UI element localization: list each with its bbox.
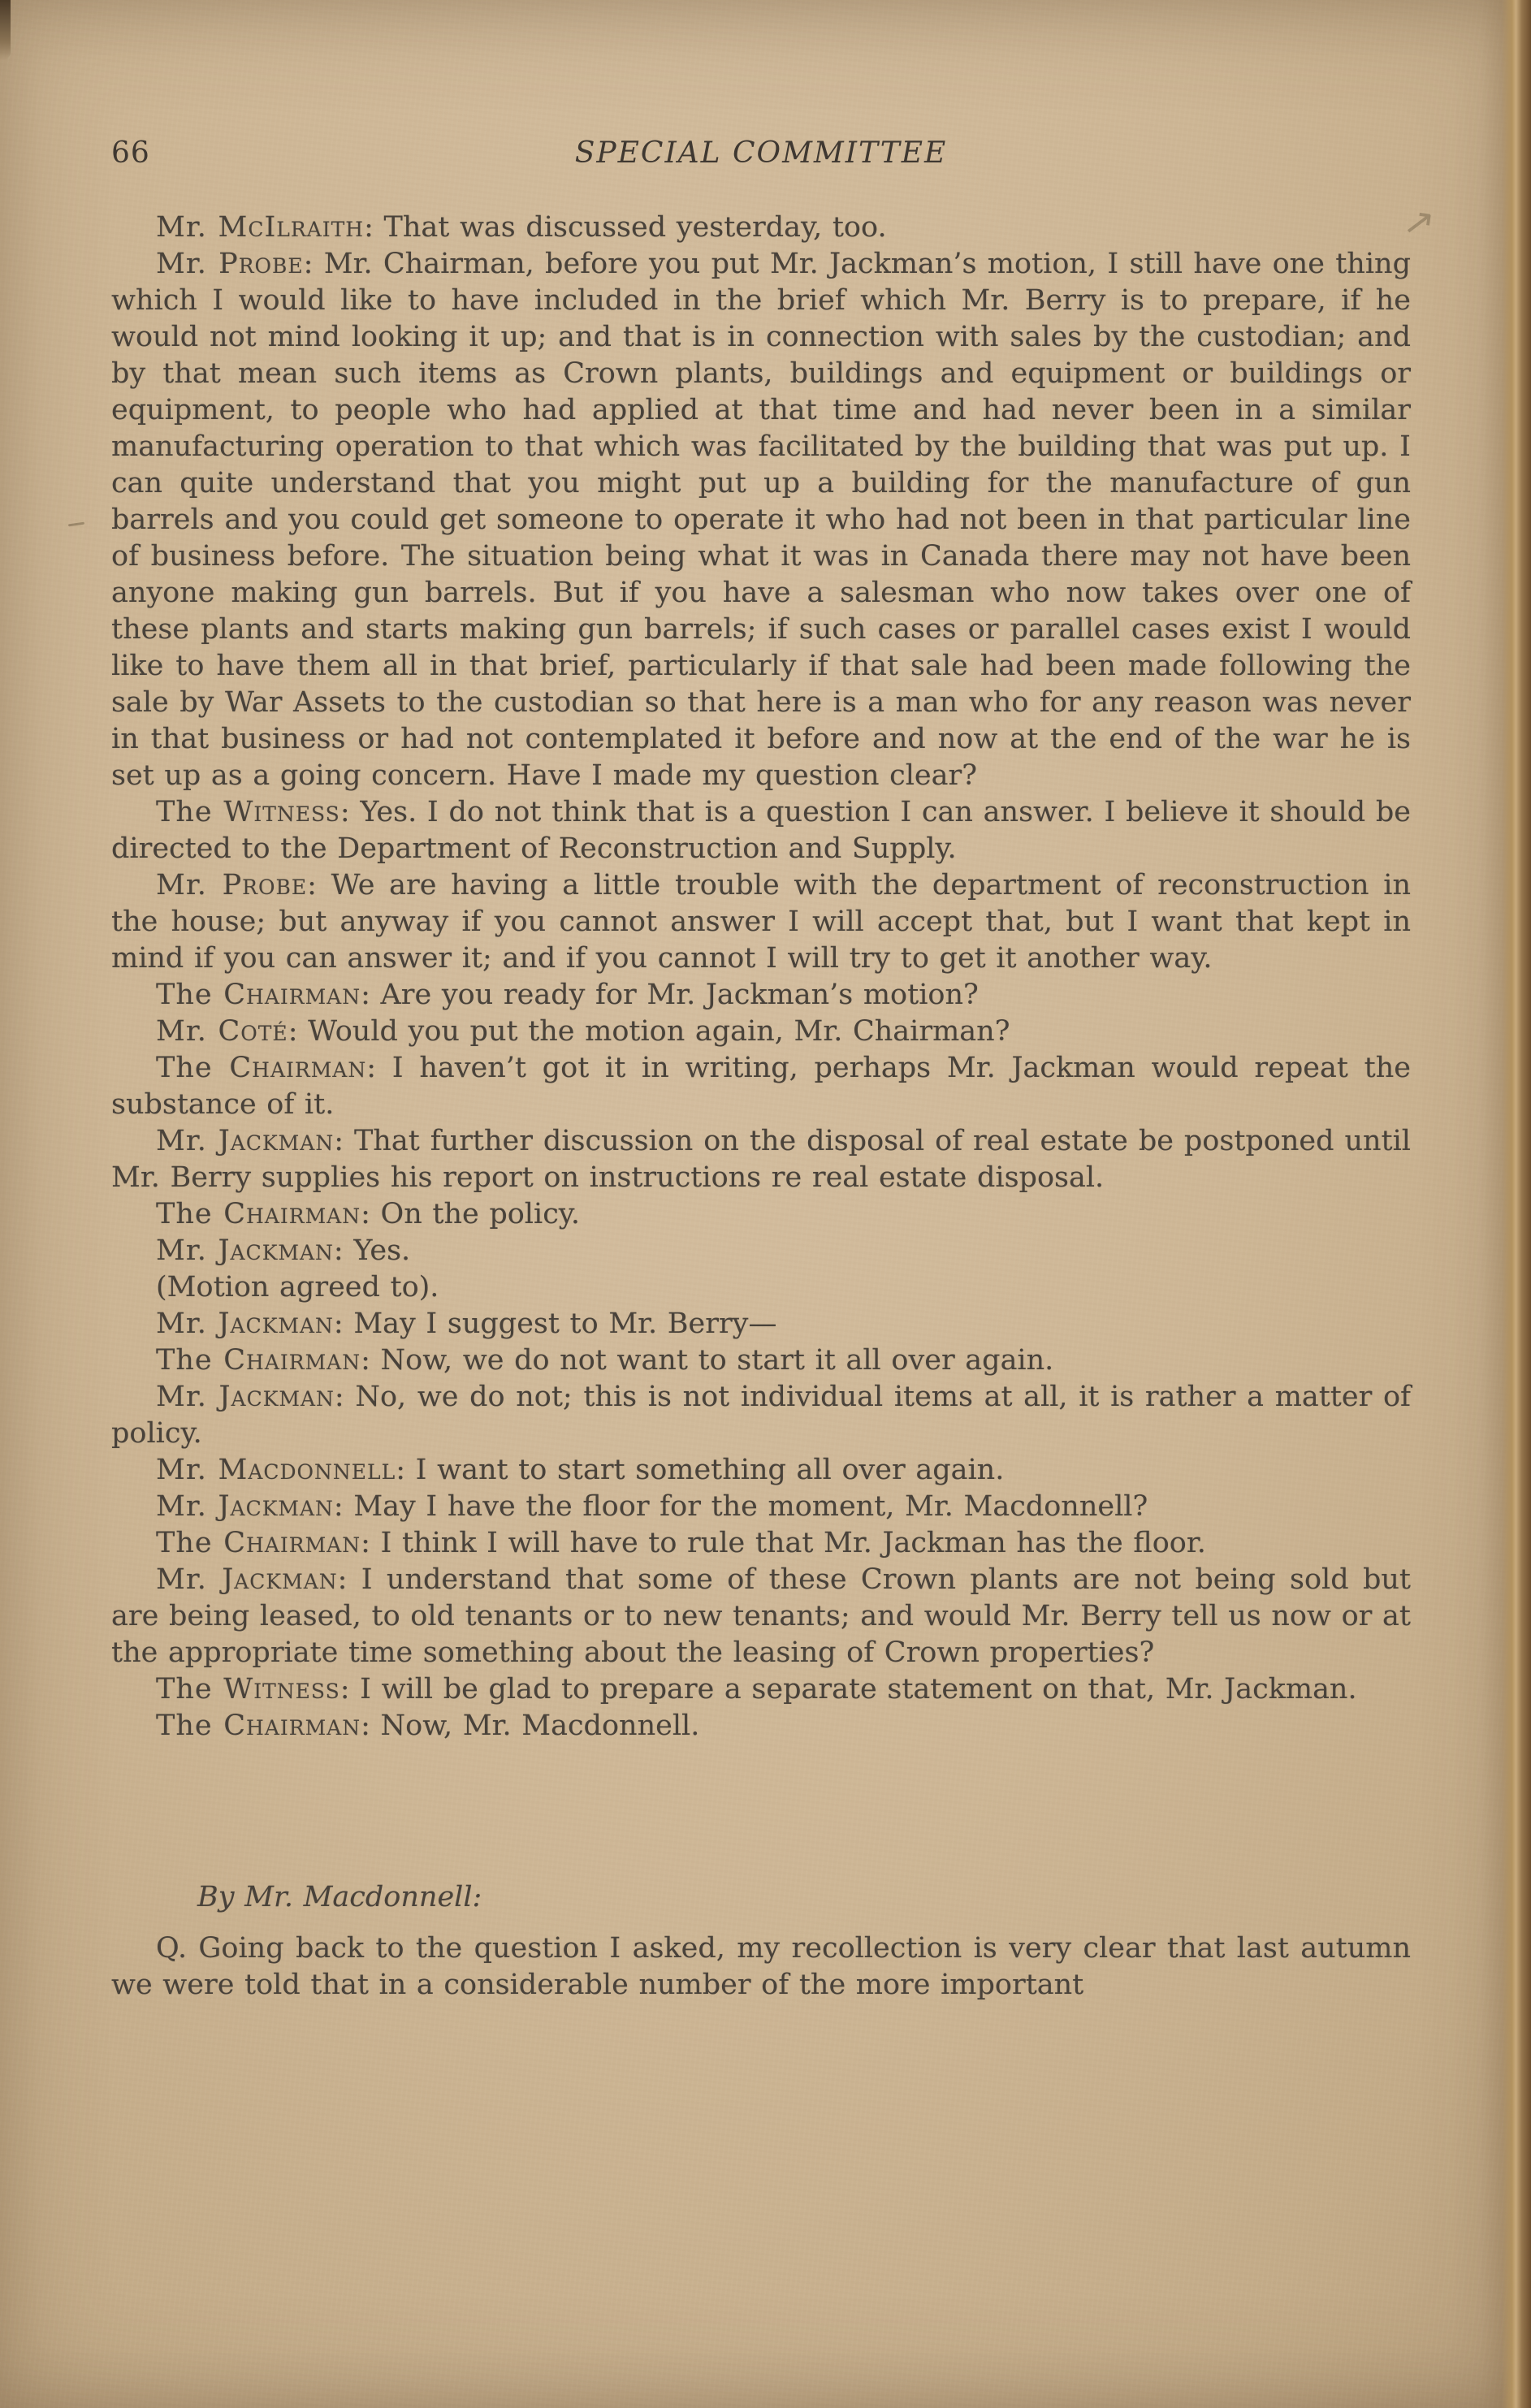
- transcript-paragraph: Mr. McIlraith: That was discussed yesterday, too.: [156, 211, 887, 244]
- speaker-name: Mr. Jackman: [156, 1381, 335, 1413]
- corner-shadow: [0, 0, 11, 60]
- transcript-paragraph: The Witness: I will be glad to prepare a separate statement on that, Mr. Jackman.: [156, 1673, 1357, 1705]
- transcript-paragraph: Mr. Jackman: Yes.: [156, 1234, 411, 1267]
- transcript-paragraph: Mr. Jackman: That further discussion on the disposal of real estate be postponed until Mr. Berry supplies his report on instructions re real estate disposal.: [111, 1125, 1411, 1194]
- transcript-paragraph: Q. Going back to the question I asked, my recollection is very clear that last autumn we were told that in a considerable number of the more important: [111, 1932, 1411, 2001]
- transcript-paragraph: Mr. Probe: We are having a little trouble with the department of reconstruction in the house; but anyway if you cannot answer I will accept that, but I want that kept in mind if you can answer it; and if you cannot I will try to get it another way.: [111, 869, 1411, 975]
- speaker-name: The Chairman: [156, 1527, 361, 1559]
- transcript-paragraph: Mr. Probe: Mr. Chairman, before you put Mr. Jackman’s motion, I still have one thing which I would like to have included in the brief which Mr. Berry is to prepare, if he would not mind looking it up; and that is in connection with sales by the custodian; and by that mean such items as Crown plants, buildings and equipment or buildings or equipment, to people who had applied at that time and had never been in a similar manufacturing operation to that which was facilitated by the building that was put up. I can quite understand that you might put up a building for the manufacture of gun barrels and you could get someone to operate it who had not been in that particular line of business before. The situation being what it was in Canada there may not have been anyone making gun barrels. But if you have a salesman who now takes over one of these plants and starts making gun barrels; if such cases or parallel cases exist I would like to have them all in that brief, particularly if that sale had been made following the sale by War Assets to the custodian so that here is a man who for any reason was never in that business or had not contemplated it before and now at the end of the war he is set up as a going concern. Have I made my question clear?: [111, 248, 1411, 792]
- section-byline: By Mr. Macdonnell:: [197, 1881, 482, 1913]
- speaker-name: The Chairman: [156, 1198, 361, 1230]
- transcript-paragraph: The Chairman: On the policy.: [156, 1198, 581, 1230]
- speaker-name: Mr. Coté: [156, 1015, 288, 1048]
- transcript-paragraph: (Motion agreed to).: [156, 1271, 439, 1303]
- transcript-paragraph: Mr. Macdonnell: I want to start something all over again.: [156, 1454, 1005, 1486]
- transcript-paragraph: The Chairman: Are you ready for Mr. Jackman’s motion?: [156, 979, 979, 1011]
- speaker-name: Mr. Jackman: [156, 1125, 335, 1157]
- transcript-paragraph: The Chairman: I think I will have to rule that Mr. Jackman has the floor.: [156, 1527, 1206, 1559]
- transcript-paragraph: Mr. Coté: Would you put the motion again, Mr. Chairman?: [156, 1015, 1010, 1048]
- speaker-name: The Chairman: [156, 1052, 367, 1084]
- speaker-name: Mr. Jackman: [156, 1490, 334, 1523]
- speaker-name: Mr. Macdonnell: [156, 1454, 396, 1486]
- transcript-paragraph: Mr. Jackman: I understand that some of these Crown plants are not being sold but are being leased, to old tenants or to new tenants; and would Mr. Berry tell us now or at the appropriate time something about the leasing of Crown properties?: [111, 1563, 1411, 1669]
- transcript: [111, 210, 1411, 2004]
- page-header: [111, 136, 1411, 177]
- transcript-paragraph: The Chairman: I haven’t got it in writing, perhaps Mr. Jackman would repeat the substance of it.: [111, 1052, 1411, 1121]
- page-right-edge: [1481, 0, 1531, 2408]
- transcript-paragraph: Mr. Jackman: May I have the floor for the moment, Mr. Macdonnell?: [156, 1490, 1148, 1523]
- speaker-name: The Witness: [156, 1673, 340, 1705]
- speaker-name: The Chairman: [156, 979, 361, 1011]
- speaker-name: The Chairman: [156, 1344, 361, 1377]
- transcript-paragraph: The Chairman: Now, Mr. Macdonnell.: [156, 1710, 700, 1742]
- transcript-paragraph: Mr. Jackman: No, we do not; this is not individual items at all, it is rather a matter of policy.: [111, 1381, 1411, 1450]
- transcript-paragraph: Mr. Jackman: May I suggest to Mr. Berry—: [156, 1308, 777, 1340]
- transcript-paragraph: The Chairman: Now, we do not want to start it all over again.: [156, 1344, 1054, 1377]
- speaker-name: Mr. Probe: [156, 248, 304, 280]
- transcript-paragraph: The Witness: Yes. I do not think that is a question I can answer. I believe it should be directed to the Department of Reconstruction and Supply.: [111, 796, 1411, 865]
- pencil-arrow-mark: ↗: [1400, 197, 1438, 246]
- pencil-dash-mark: [68, 522, 84, 527]
- speaker-name: Mr. Probe: [156, 869, 308, 901]
- speaker-name: Mr. McIlraith: [156, 211, 365, 244]
- running-title: SPECIAL COMMITTEE: [574, 136, 948, 170]
- speaker-name: Mr. Jackman: [156, 1563, 338, 1596]
- speaker-name: Mr. Jackman: [156, 1234, 334, 1267]
- page-number: 66: [111, 136, 150, 170]
- speaker-name: The Chairman: [156, 1710, 361, 1742]
- speaker-name: The Witness: [156, 796, 340, 828]
- speaker-name: Mr. Jackman: [156, 1308, 334, 1340]
